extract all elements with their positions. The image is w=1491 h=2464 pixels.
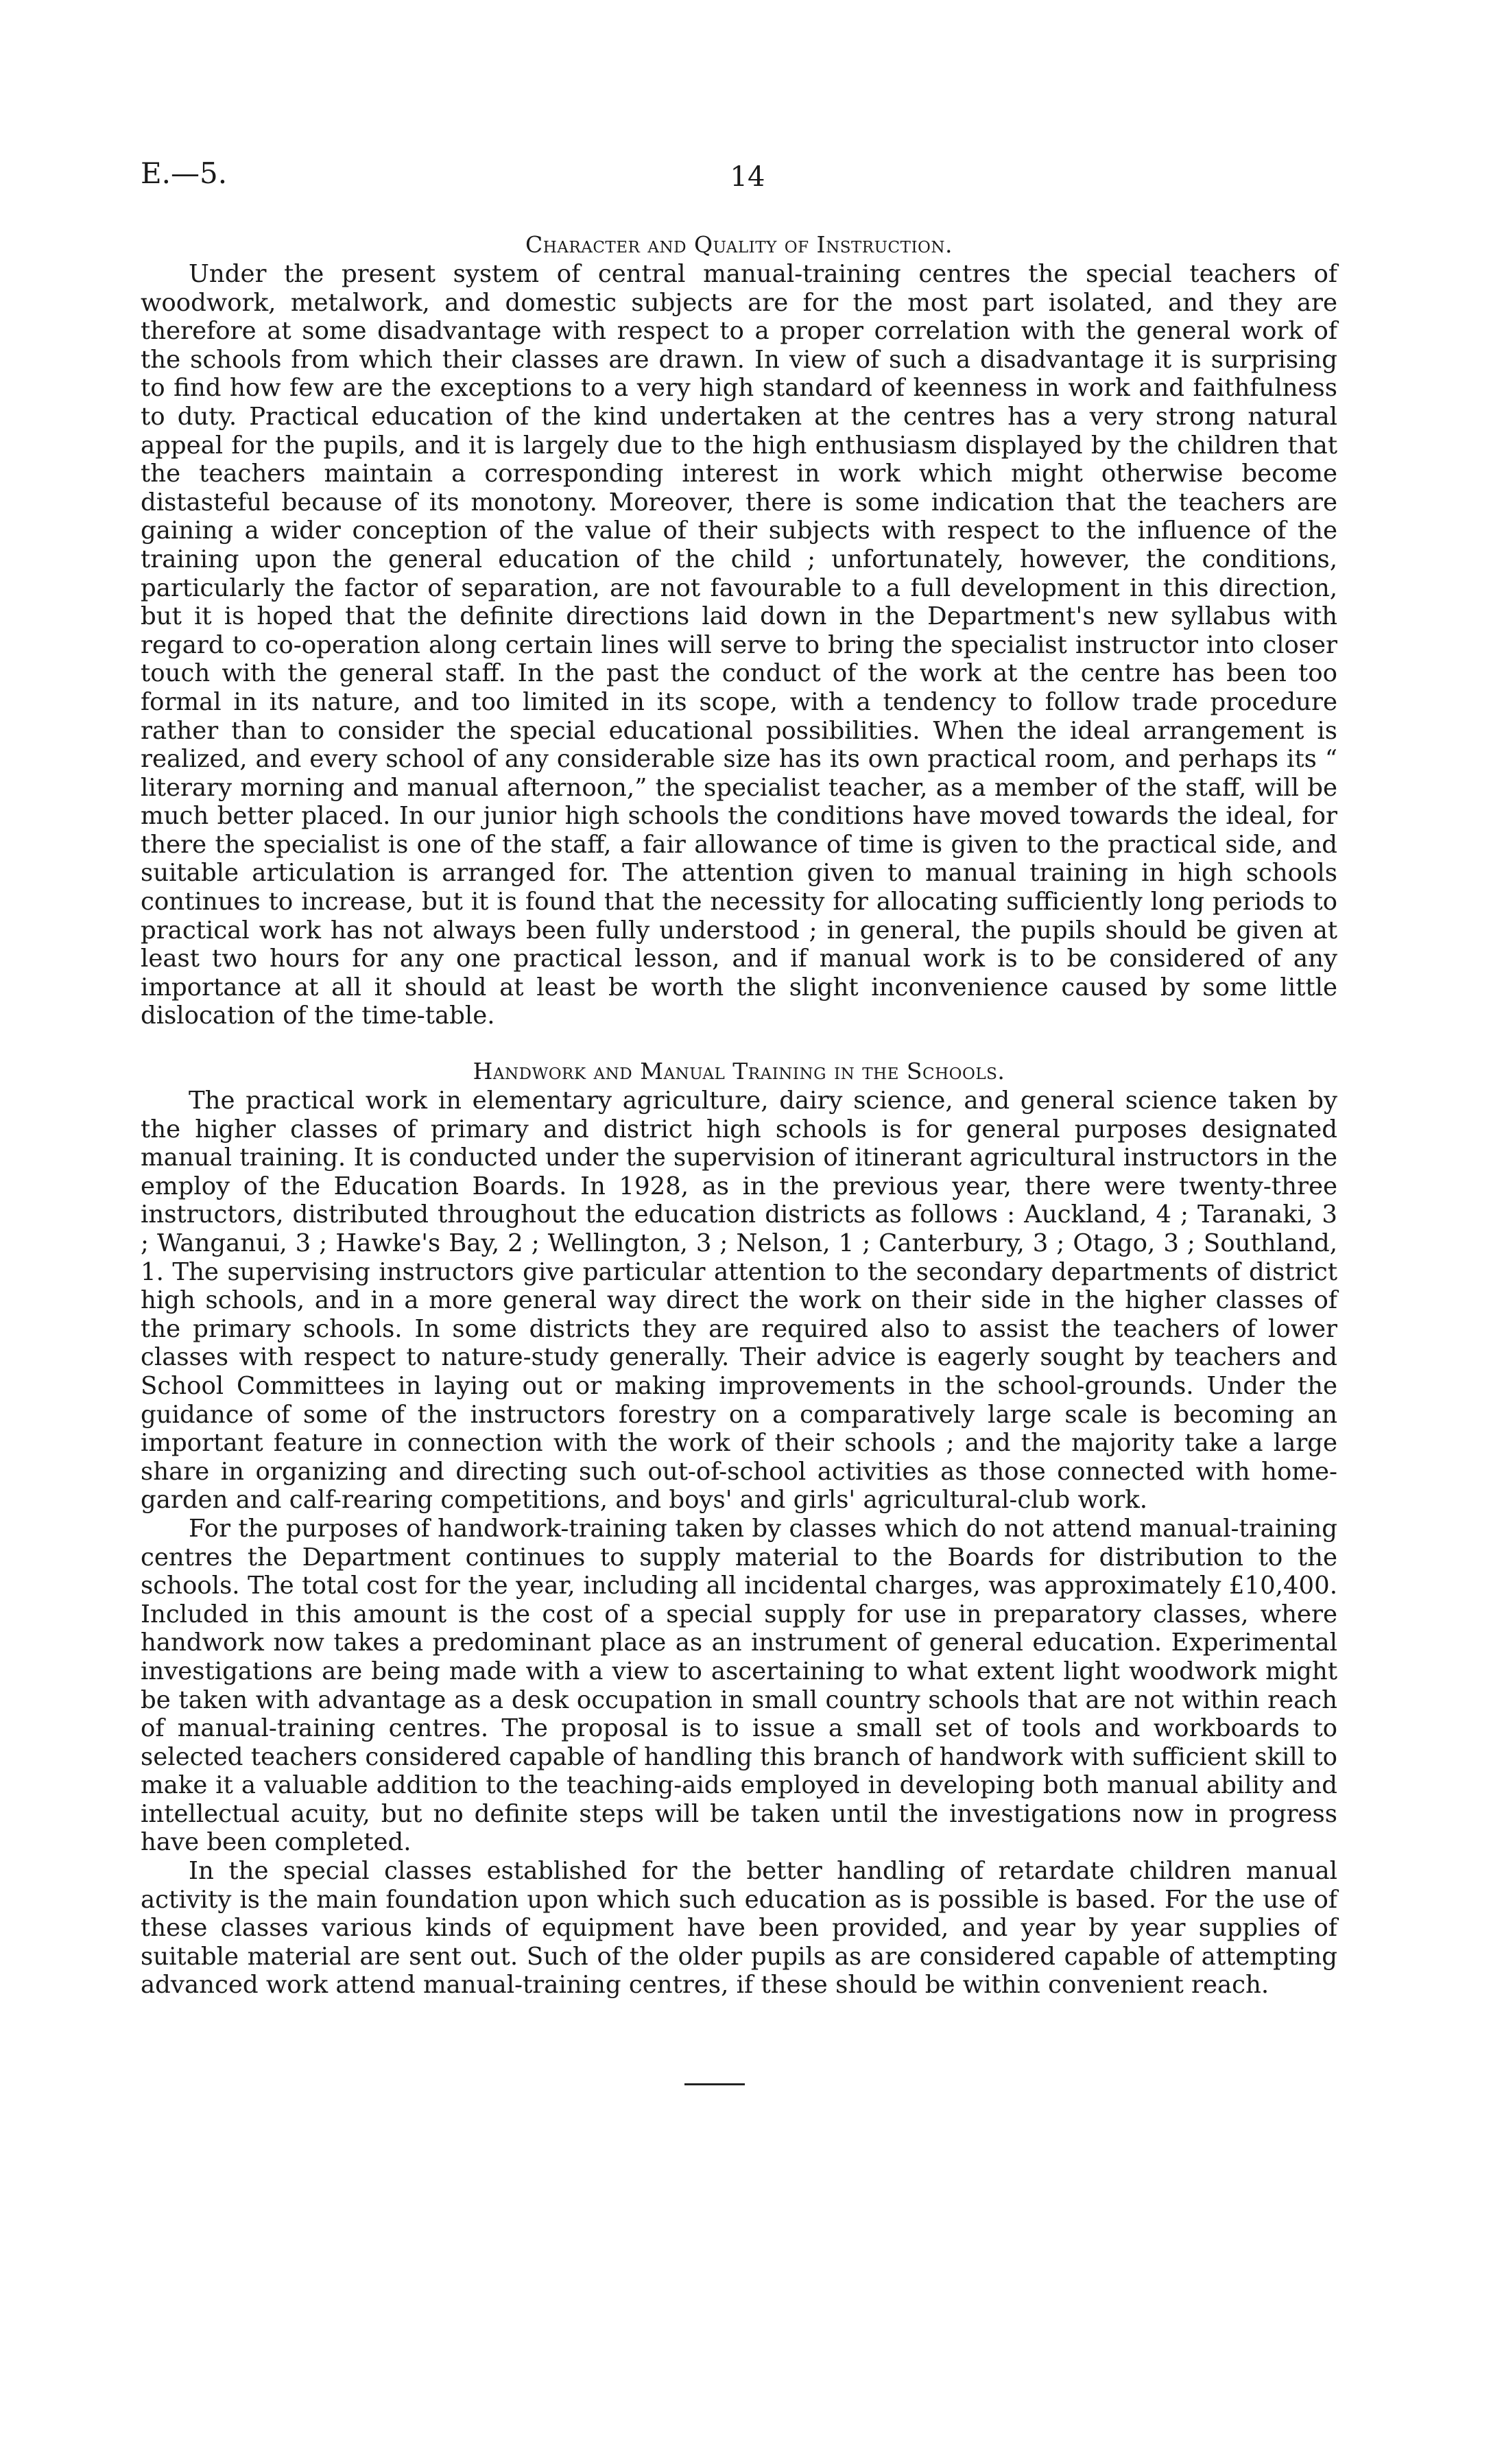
section-heading-character-quality: Character and Quality of Instruction. — [525, 231, 953, 258]
paragraph: In the special classes established for the better handling of retardate children manual activity is the main foundation upon which such education as is possible is based. For the use of these classes various kinds of equipment have been provided, and year by year supplies of suitable material are sent out. Such of the older pupils as are considered capable of attempting advanced work attend manual-training centres, if these should be within convenient reach. — [141, 1857, 1337, 2000]
page-number: 14 — [730, 161, 765, 193]
section-heading-handwork-manual-training: Handwork and Manual Training in the Schools. — [473, 1058, 1005, 1085]
closing-rule — [684, 2083, 745, 2085]
paragraph: Under the present system of central manual-training centres the special teachers of woodwork, metalwork, and domestic subjects are for the most part isolated, and they are therefore at some disadvantage with respect to a proper correlation with the general work of the schools from which their classes are drawn. In view of such a disadvantage it is surprising to find how few are the exceptions to a very high standard of keenness in work and faithfulness to duty. Practical education of the kind undertaken at the centres has a very strong natural appeal for the pupils, and it is largely due to the high enthusiasm displayed by the children that the teachers maintain a corresponding interest in work which might otherwise become distasteful because of its monotony. Moreover, there is some indication that the teachers are gaining a wider conception of the value of their subjects with respect to the influence of the training upon the general education of the child ; unfortunately, however, the conditions, particularly the factor of separation, are not favourable to a full development in this direction, but it is hoped that the definite directions laid down in the Department's new syllabus with regard to co-operation along certain lines will serve to bring the specialist instructor into closer touch with the general staff. In the past the conduct of the work at the centre has been too formal in its nature, and too limited in its scope, with a tendency to follow trade procedure rather than to consider the special educational possibilities. When the ideal arrangement is realized, and every school of any considerable size has its own practical room, and perhaps its “ literary morning and manual afternoon,” the specialist teacher, as a member of the staff, will be much better placed. In our junior high schools the conditions have moved towards the ideal, for there the specialist is one of the staff, a fair allowance of time is given to the practical side, and suitable articulation is arranged for. The attention given to manual training in high schools continues to increase, but it is found that the necessity for allocating sufficiently long periods to practical work has not always been fully understood ; in general, the pupils should be given at least two hours for any one practical lesson, and if manual work is to be considered of any importance at all it should at least be worth the slight inconvenience caused by some little dislocation of the time-table. — [141, 260, 1337, 1030]
paragraph: For the purposes of handwork-training taken by classes which do not attend manual-training centres the Department continues to supply material to the Boards for distribution to the schools. The total cost for the year, including all incidental charges, was approximately £10,400. Included in this amount is the cost of a special supply for use in preparatory classes, where handwork now takes a predominant place as an instrument of general education. Experimental investigations are being made with a view to ascertaining to what extent light woodwork might be taken with advantage as a desk occupation in small country schools that are not within reach of manual-training centres. The proposal is to issue a small set of tools and workboards to selected teachers considered capable of handling this branch of handwork with sufficient skill to make it a valuable addition to the teaching-aids employed in developing both manual ability and intellectual acuity, but no definite steps will be taken until the investigations now in progress have been completed. — [141, 1514, 1337, 1857]
paragraph: The practical work in elementary agriculture, dairy science, and general science taken by the higher classes of primary and district high schools is for general purposes designated manual training. It is conducted under the supervision of itinerant agricultural instructors in the employ of the Education Boards. In 1928, as in the previous year, there were twenty-three instructors, distributed throughout the education districts as follows : Auckland, 4 ; Taranaki, 3 ; Wanganui, 3 ; Hawke's Bay, 2 ; Wellington, 3 ; Nelson, 1 ; Canterbury, 3 ; Otago, 3 ; Southland, 1. The supervising instructors give particular attention to the secondary departments of district high schools, and in a more general way direct the work on their side in the higher classes of the primary schools. In some districts they are required also to assist the teachers of lower classes with respect to nature-study generally. Their advice is eagerly sought by teachers and School Committees in laying out or making improvements in the school-grounds. Under the guidance of some of the instructors forestry on a comparatively large scale is becoming an important feature in connection with the work of their schools ; and the majority take a large share in organizing and directing such out-of-school activities as those connected with home-garden and calf-rearing competitions, and boys' and girls' agricultural-club work. — [141, 1087, 1337, 1515]
page-body — [141, 230, 1337, 2000]
page-reference: E.—5. — [141, 156, 228, 190]
